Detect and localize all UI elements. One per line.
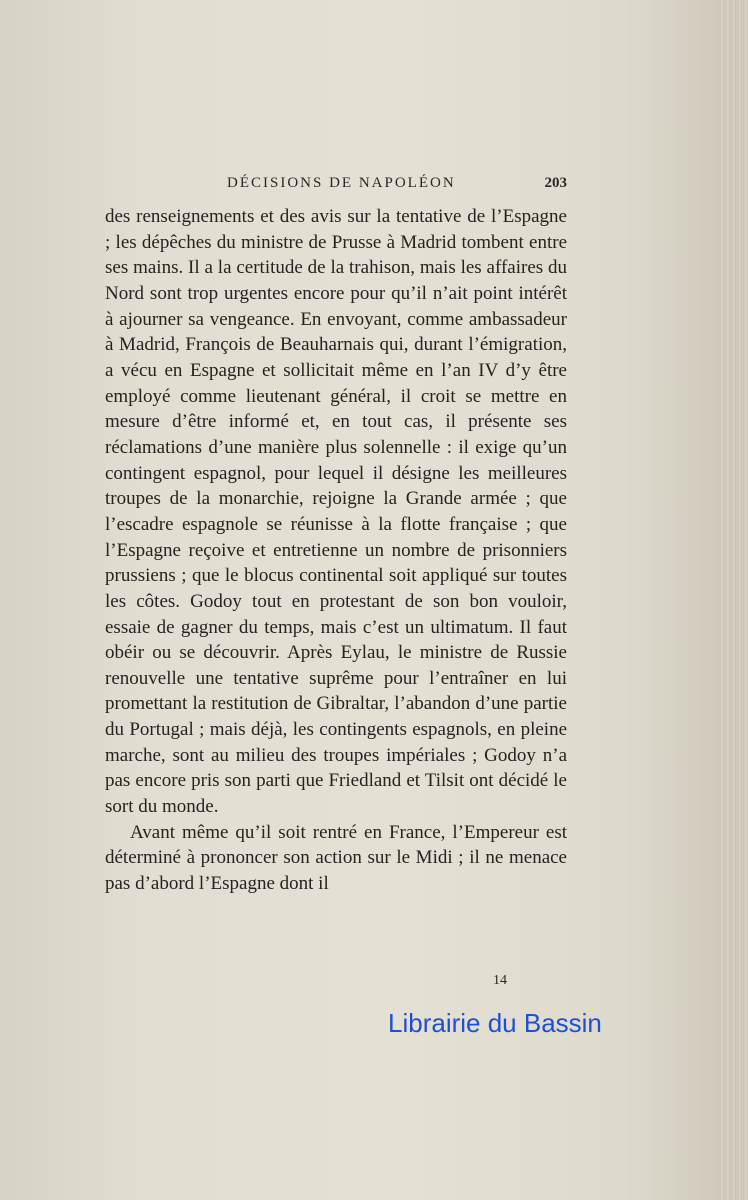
body-text [105,204,567,897]
paragraph: des renseignements et des avis sur la tentative de l’Espagne ; les dépêches du ministre de Prusse à Madrid tombent entre ses mains. Il a la certitude de la trahison, mais les affaires du Nord sont trop urgentes encore pour qu’il n’ait point intérêt à ajourner sa vengeance. En envoyant, comme ambassadeur à Madrid, François de Beauharnais qui, durant l’émigration, a vécu en Espagne et sollicitait même en l’an IV d’y être employé comme lieutenant général, il croit se mettre en mesure d’être informé et, en tout cas, il présente ses réclamations d’une manière plus solennelle : il exige qu’un contingent espagnol, pour lequel il désigne les meilleures troupes de la monarchie, rejoigne la Grande armée ; que l’escadre espagnole se réunisse à la flotte française ; que l’Espagne reçoive et entretienne un nombre de prisonniers prussiens ; que le blocus continental soit appliqué sur toutes les côtes. Godoy tout en protestant de son bon vouloir, essaie de gagner du temps, mais c’est un ultimatum. Il faut obéir ou se découvrir. Après Eylau, le ministre de Russie renouvelle une tentative suprême pour l’entraîner en lui promettant la restitution de Gibraltar, l’abandon d’une partie du Portugal ; mais déjà, les contingents espagnols, en pleine marche, sont au milieu des troupes impériales ; Godoy n’a pas encore pris son parti que Friedland et Tilsit ont décidé le sort du monde. [105,206,567,818]
running-title: DÉCISIONS DE NAPOLÉON [227,175,456,191]
page-edge-stack [718,0,748,1200]
page-number: 203 [544,175,567,191]
paragraph: Avant même qu’il soit rentré en France, l’Empereur est déterminé à prononcer son action sur le Midi ; il ne menace pas d’abord l’Espagne dont il [105,821,567,895]
page-header [105,175,567,195]
watermark: Librairie du Bassin [388,1008,602,1038]
signature-mark: 14 [493,973,507,988]
